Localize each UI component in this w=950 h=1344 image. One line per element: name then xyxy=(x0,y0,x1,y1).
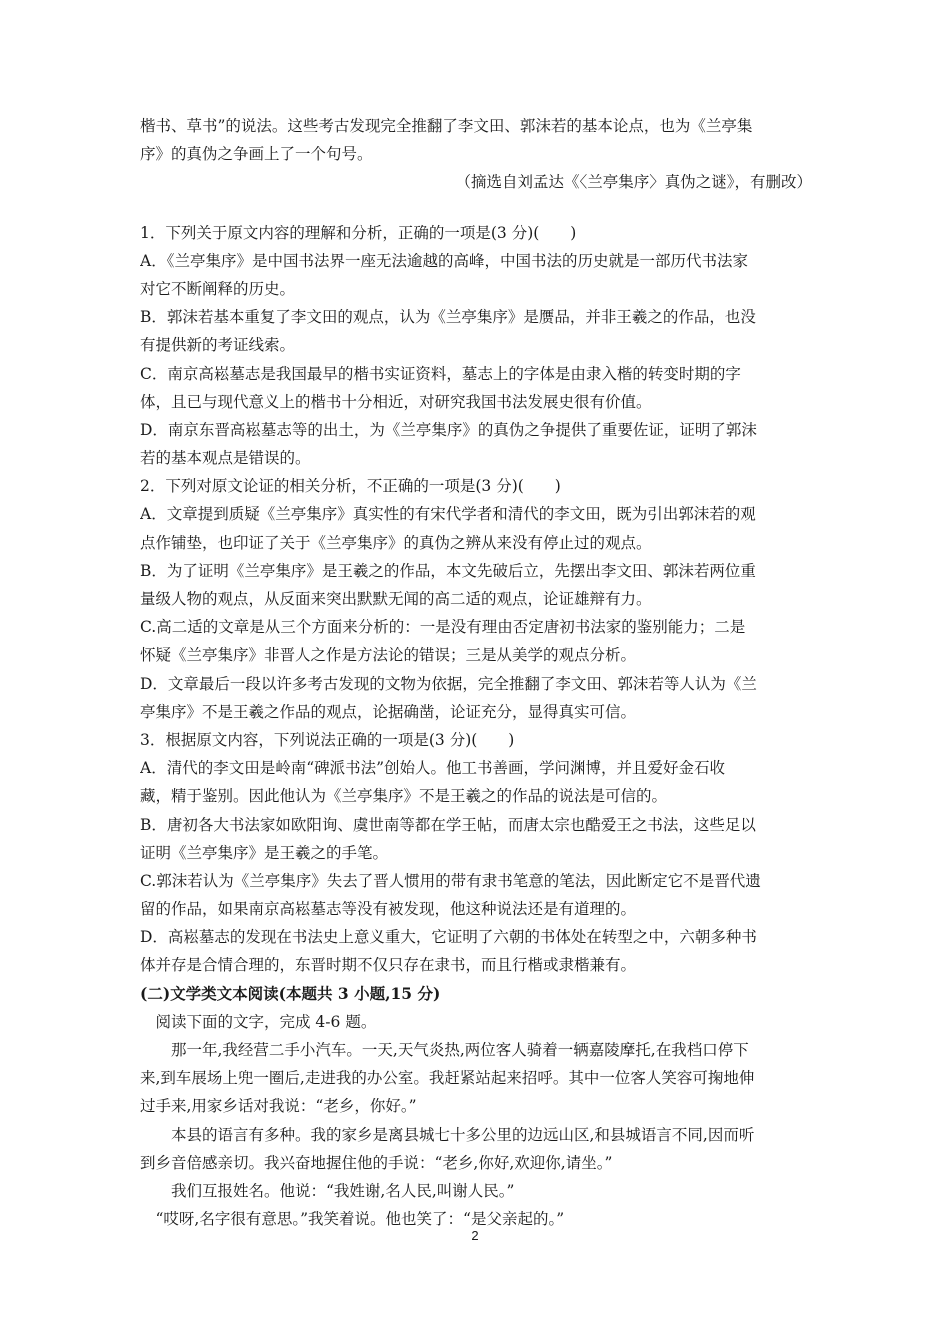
text-line: C.高二适的文章是从三个方面来分析的：一是没有理由否定唐初书法家的鉴别能力；二是 xyxy=(140,618,746,637)
section-heading: (二)文学类文本阅读(本题共 3 小题,15 分) xyxy=(140,983,441,1003)
text-line: 若的基本观点是错误的。 xyxy=(140,449,311,468)
text-line: 藏，精于鉴别。因此他认为《兰亭集序》不是王羲之的作品的说法是可信的。 xyxy=(140,787,668,806)
text-line: 怀疑《兰亭集序》非晋人之作是方法论的错误；三是从美学的观点分析。 xyxy=(140,646,637,665)
question-2-stem: 2．下列对原文论证的相关分析，不正确的一项是(3 分)( ) xyxy=(140,477,561,496)
text-line: B．唐初各大书法家如欧阳询、虞世南等都在学王帖，而唐太宗也酷爱王之书法，这些足以 xyxy=(140,815,756,834)
spacer xyxy=(140,197,812,219)
page-number: 2 xyxy=(471,1228,479,1243)
text-line: 量级人物的观点，从反面来突出默默无闻的高二适的观点，论证雄辩有力。 xyxy=(140,590,652,608)
question-3-stem: 3．根据原文内容，下列说法正确的一项是(3 分)( ) xyxy=(140,730,515,749)
text-line: 本县的语言有多种。我的家乡是离县城七十多公里的边远山区,和县城语言不同,因而听 xyxy=(140,1125,755,1144)
text-line: A．文章提到质疑《兰亭集序》真实性的有宋代学者和清代的李文田，既为引出郭沫若的观 xyxy=(140,505,756,524)
text-line: 楷书、草书”的说法。这些考古发现完全推翻了李文田、郭沫若的基本论点，也为《兰亭集 xyxy=(140,117,753,135)
text-line: A．清代的李文田是岭南“碑派书法”创始人。他工书善画，学问渊博，并且爱好金石收 xyxy=(140,759,726,778)
text-line: D．文章最后一段以许多考古发现的文物为依据，完全推翻了李文田、郭沫若等人认为《兰 xyxy=(140,674,757,693)
source-citation: （摘选自刘孟达《〈兰亭集序〉真伪之谜》，有删改） xyxy=(455,173,812,192)
text-line: 来,到车展场上兜一圈后,走进我的办公室。我赶紧站起来招呼。其中一位客人笑容可掬地伸 xyxy=(140,1069,755,1088)
text-line: 阅读下面的文字，完成 4-6 题。 xyxy=(140,1012,377,1031)
text-line: 亭集序》不是王羲之作品的观点，论据确凿，论证充分，显得真实可信。 xyxy=(140,702,637,721)
text-line: B．为了证明《兰亭集序》是王羲之的作品，本文先破后立，先摆出李文田、郭沫若两位重 xyxy=(140,561,756,580)
text-line: 我们互报姓名。他说：“我姓谢,名人民,叫谢人民。” xyxy=(140,1181,515,1200)
text-line: 序》的真伪之争画上了一个句号。 xyxy=(140,145,373,164)
text-line: 对它不断阐释的历史。 xyxy=(140,279,296,298)
text-line: 到乡音倍感亲切。我兴奋地握住他的手说：“老乡,你好,欢迎你,请坐。” xyxy=(140,1153,613,1172)
text-line: 有提供新的考证线索。 xyxy=(140,336,296,355)
page-content xyxy=(140,112,812,1233)
text-line: 体，且已与现代意义上的楷书十分相近，对研究我国书法发展史很有价值。 xyxy=(140,392,652,411)
story-text xyxy=(140,1008,812,1234)
text-line: D．南京东晋高崧墓志等的出土，为《兰亭集序》的真伪之争提供了重要佐证，证明了郭沫 xyxy=(140,420,757,439)
text-line: A．《兰亭集序》是中国书法界一座无法逾越的高峰，中国书法的历史就是一部历代书法家 xyxy=(140,251,748,270)
text-line: 体并存是合情合理的，东晋时期不仅只存在隶书，而且行楷或隶楷兼有。 xyxy=(140,956,637,975)
text-line: B．郭沫若基本重复了李文田的观点，认为《兰亭集序》是赝品，并非王羲之的作品，也没 xyxy=(140,308,756,327)
text-line: 留的作品，如果南京高崧墓志等没有被发现，他这种说法还是有道理的。 xyxy=(140,900,637,919)
text-line: 那一年,我经营二手小汽车。一天,天气炎热,两位客人骑着一辆嘉陵摩托,在我档口停下 xyxy=(140,1041,749,1059)
text-line: C．南京高崧墓志是我国最早的楷书实证资料，墓志上的字体是由隶入楷的转变时期的字 xyxy=(140,364,741,383)
text-line: D．高崧墓志的发现在书法史上意义重大，它证明了六朝的书体处在转型之中，六朝多种书 xyxy=(140,928,757,947)
text-line: “哎呀,名字很有意思。”我笑着说。他也笑了：“是父亲起的。” xyxy=(140,1210,565,1229)
text-line: C.郭沫若认为《兰亭集序》失去了晋人惯用的带有隶书笔意的笔法，因此断定它不是晋代遗 xyxy=(140,871,761,890)
passage-ending xyxy=(140,112,812,168)
question-1-stem: 1．下列关于原文内容的理解和分析，正确的一项是(3 分)( ) xyxy=(140,223,577,242)
text-line: 点作铺垫，也印证了关于《兰亭集序》的真伪之辨从来没有停止过的观点。 xyxy=(140,533,652,552)
text-line: 证明《兰亭集序》是王羲之的手笔。 xyxy=(140,843,389,862)
text-line: 过手来,用家乡话对我说：“老乡，你好。” xyxy=(140,1097,417,1116)
question-list xyxy=(140,219,812,980)
